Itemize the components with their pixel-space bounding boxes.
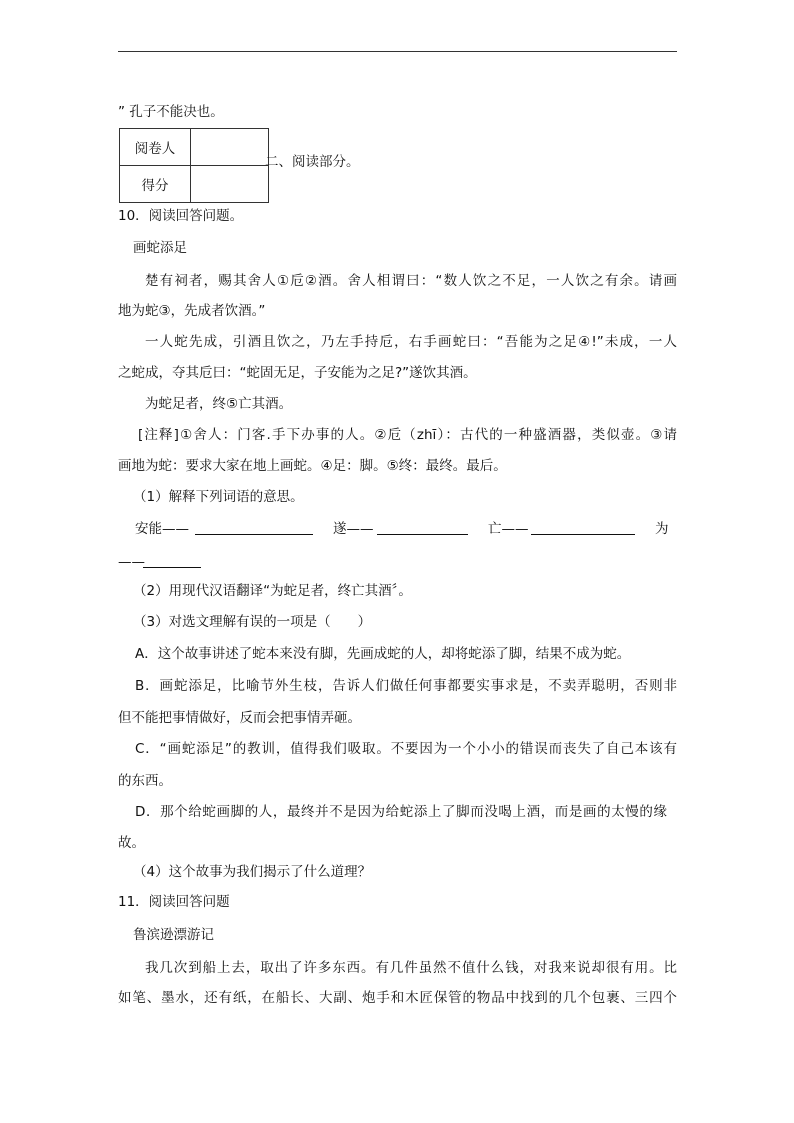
question-10-heading: 10．阅读回答问题。 xyxy=(118,208,244,224)
term-label: 为 xyxy=(655,521,669,537)
term-dash: —— xyxy=(118,554,145,570)
passage-paragraph: 地为蛇③，先成者饮酒。” xyxy=(118,303,266,319)
question-11-heading: 11．阅读回答问题 xyxy=(118,894,230,910)
subquestion-1: （1）解释下列词语的意思。 xyxy=(133,489,304,505)
option-c-cont: 的东西。 xyxy=(118,773,172,789)
option-b-cont: 但不能把事情做好，反而会把事情弄砸。 xyxy=(118,710,361,726)
header-rule xyxy=(118,51,677,52)
passage-title: 鲁滨逊漂游记 xyxy=(133,927,214,943)
option-c: C．“画蛇添足”的教训，值得我们吸取。不要因为一个小小的错误而丧失了自己本该有 xyxy=(135,741,677,757)
passage-paragraph: 一人蛇先成，引酒且饮之，乃左手持卮，右手画蛇曰：“吾能为之足④!”未成，一人 xyxy=(145,334,677,350)
passage-title: 画蛇添足 xyxy=(133,240,187,256)
term-label: 遂—— xyxy=(333,521,374,537)
reviewer-cell[interactable] xyxy=(191,129,269,166)
term-label: 亡—— xyxy=(488,521,529,537)
passage-paragraph: 为蛇足者，终⑤亡其酒。 xyxy=(145,396,293,412)
score-label: 得分 xyxy=(120,166,191,203)
subquestion-3: （3）对选文理解有误的一项是（ ） xyxy=(133,614,372,630)
annotation-text: [注释]①舍人：门客.手下办事的人。②卮（zhī）：古代的一种盛酒器，类似壶。③请 xyxy=(138,427,677,443)
term-label: 安能—— xyxy=(135,521,189,537)
option-d-cont: 故。 xyxy=(118,835,145,851)
annotation-text: 画地为蛇：要求大家在地上画蛇。④足：脚。⑤终：最终。最后。 xyxy=(118,458,507,474)
answer-blank[interactable] xyxy=(531,519,635,535)
option-b: B．画蛇添足，比喻节外生枝，告诉人们做任何事都要实事求是，不卖弄聪明，否则非 xyxy=(135,678,677,694)
answer-blank[interactable] xyxy=(377,519,468,535)
passage-paragraph: 楚有祠者，赐其舍人①卮②酒。舍人相谓曰：“数人饮之不足，一人饮之有余。请画 xyxy=(145,273,677,289)
score-table xyxy=(119,128,269,203)
passage-paragraph: 如笔、墨水，还有纸，在船长、大副、炮手和木匠保管的物品中找到的几个包裹、三四个 xyxy=(118,990,677,1006)
section-title: 二、阅读部分。 xyxy=(265,154,360,170)
option-d: D．那个给蛇画脚的人，最终并不是因为给蛇添上了脚而没喝上酒，而是画的太慢的缘 xyxy=(135,804,667,820)
score-cell[interactable] xyxy=(191,166,269,203)
subquestion-2: （2）用现代汉语翻译“为蛇足者，终亡其酒〞。 xyxy=(133,583,412,599)
passage-paragraph: 我几次到船上去，取出了许多东西。有几件虽然不值什么钱，对我来说却很有用。比 xyxy=(145,960,677,976)
term-blanks-row xyxy=(118,552,677,572)
term-blanks-row xyxy=(118,519,677,539)
option-a: A．这个故事讲述了蛇本来没有脚，先画成蛇的人，却将蛇添了脚，结果不成为蛇。 xyxy=(135,646,631,662)
subquestion-4: （4）这个故事为我们揭示了什么道理？ xyxy=(133,864,372,880)
answer-blank[interactable] xyxy=(195,519,313,535)
previous-text-tail: ” 孔子不能决也。 xyxy=(118,104,224,120)
reviewer-label: 阅卷人 xyxy=(120,129,191,166)
passage-paragraph: 之蛇成，夺其卮曰：“蛇固无足，子安能为之足?”遂饮其酒。 xyxy=(118,365,477,381)
answer-blank[interactable] xyxy=(143,552,201,568)
